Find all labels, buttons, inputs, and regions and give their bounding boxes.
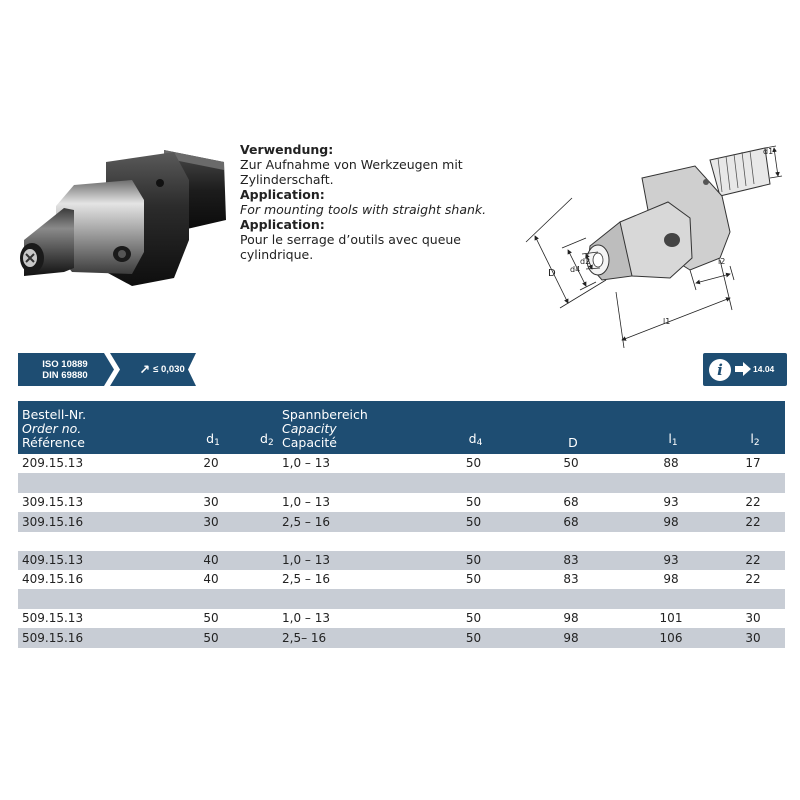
cell-capacity: 2,5 – 16 [278, 513, 426, 533]
iso-norm: ISO 10889 [42, 358, 88, 370]
norm-labels [18, 353, 112, 386]
table-row [18, 513, 785, 533]
cell-D: 98 [521, 609, 621, 629]
label-l1: l1 [663, 317, 671, 326]
drawing-body [587, 148, 770, 280]
info-badge[interactable] [703, 353, 787, 386]
table-row [18, 629, 785, 649]
cell-l2: 22 [721, 570, 785, 590]
cell-ref: 309.15.13 [18, 493, 166, 513]
application-text-en: For mounting tools with straight shank. [240, 202, 487, 217]
cell-d4: 50 [426, 609, 521, 629]
cell-d1: 40 [166, 551, 256, 570]
cell-d1: 30 [166, 493, 256, 513]
header-capacity: Spannbereich Capacity Capacité [278, 401, 426, 454]
cell-capacity: 1,0 – 13 [278, 609, 426, 629]
cell-capacity: 1,0 – 13 [278, 551, 426, 570]
header-l1: $l_1$ [621, 401, 721, 454]
info-reference: 14.04 [753, 364, 775, 374]
table-spacer [18, 532, 785, 551]
header-d1: $d_1$ [166, 401, 256, 454]
cell-d4: 50 [426, 551, 521, 570]
tolerance-label [122, 353, 202, 386]
cell-capacity: 2,5– 16 [278, 629, 426, 649]
table-header-row [18, 401, 785, 454]
cell-d1: 40 [166, 570, 256, 590]
cell-ref: 209.15.13 [18, 454, 166, 474]
table-row [18, 493, 785, 513]
technical-drawing [520, 138, 790, 353]
cell-l2: 30 [721, 629, 785, 649]
spec-table [18, 401, 785, 648]
runout-arrow-icon: ↗ [139, 361, 151, 377]
cell-d1: 20 [166, 454, 256, 474]
table-row [18, 570, 785, 590]
application-text [240, 142, 510, 262]
header-l2: $l_2$ [721, 401, 785, 454]
cell-l1: 93 [621, 493, 721, 513]
application-heading-en: Application: [240, 187, 325, 202]
cell-l1: 93 [621, 551, 721, 570]
header-d2: $d_2$ [256, 401, 278, 454]
cell-d4: 50 [426, 513, 521, 533]
cell-ref: 509.15.13 [18, 609, 166, 629]
cell-capacity: 1,0 – 13 [278, 454, 426, 474]
cell-l2: 22 [721, 513, 785, 533]
table-spacer [18, 590, 785, 610]
application-heading-de: Verwendung: [240, 142, 334, 157]
label-D: D [548, 268, 556, 279]
cell-l2: 22 [721, 493, 785, 513]
cell-d1: 50 [166, 629, 256, 649]
label-d2: d2 [580, 257, 591, 266]
din-norm: DIN 69880 [42, 369, 88, 381]
cell-D: 68 [521, 513, 621, 533]
cell-D: 68 [521, 493, 621, 513]
info-icon: i [709, 359, 731, 381]
table-row [18, 609, 785, 629]
cell-ref: 309.15.16 [18, 513, 166, 533]
norm-badge [18, 353, 198, 386]
cell-d4: 50 [426, 493, 521, 513]
cell-l1: 101 [621, 609, 721, 629]
header-d4: $d_4$ [426, 401, 521, 454]
application-text-fr: Pour le serrage d’outils avec queue cylindrique. [240, 232, 461, 262]
cell-l1: 106 [621, 629, 721, 649]
label-d1: d1 [763, 147, 774, 156]
cell-l2: 30 [721, 609, 785, 629]
header-D: D [521, 401, 621, 454]
cell-capacity: 2,5 – 16 [278, 570, 426, 590]
cell-l2: 17 [721, 454, 785, 474]
cell-l1: 88 [621, 454, 721, 474]
cell-d1: 50 [166, 609, 256, 629]
cell-D: 50 [521, 454, 621, 474]
cell-l1: 98 [621, 570, 721, 590]
application-text-de: Zur Aufnahme von Werkzeugen mit Zylinderschaft. [240, 157, 463, 187]
cell-ref: 409.15.16 [18, 570, 166, 590]
tolerance-value: ≤ 0,030 [153, 364, 185, 375]
cell-ref: 409.15.13 [18, 551, 166, 570]
cell-capacity: 1,0 – 13 [278, 493, 426, 513]
drill-chuck-photo [14, 140, 239, 300]
cell-l1: 98 [621, 513, 721, 533]
table-row [18, 454, 785, 474]
cell-d4: 50 [426, 570, 521, 590]
cell-d1: 30 [166, 513, 256, 533]
table-row [18, 551, 785, 570]
header-reference: Bestell-Nr. Order no. Référence [18, 401, 166, 454]
cell-D: 83 [521, 570, 621, 590]
application-heading-fr: Application: [240, 217, 325, 232]
label-l2: l2 [718, 257, 726, 266]
label-d4: d4 [570, 265, 581, 274]
cell-D: 83 [521, 551, 621, 570]
cell-D: 98 [521, 629, 621, 649]
cell-d4: 50 [426, 454, 521, 474]
cell-ref: 509.15.16 [18, 629, 166, 649]
cell-d4: 50 [426, 629, 521, 649]
table-spacer [18, 474, 785, 494]
cell-l2: 22 [721, 551, 785, 570]
arrow-right-icon [735, 362, 751, 376]
